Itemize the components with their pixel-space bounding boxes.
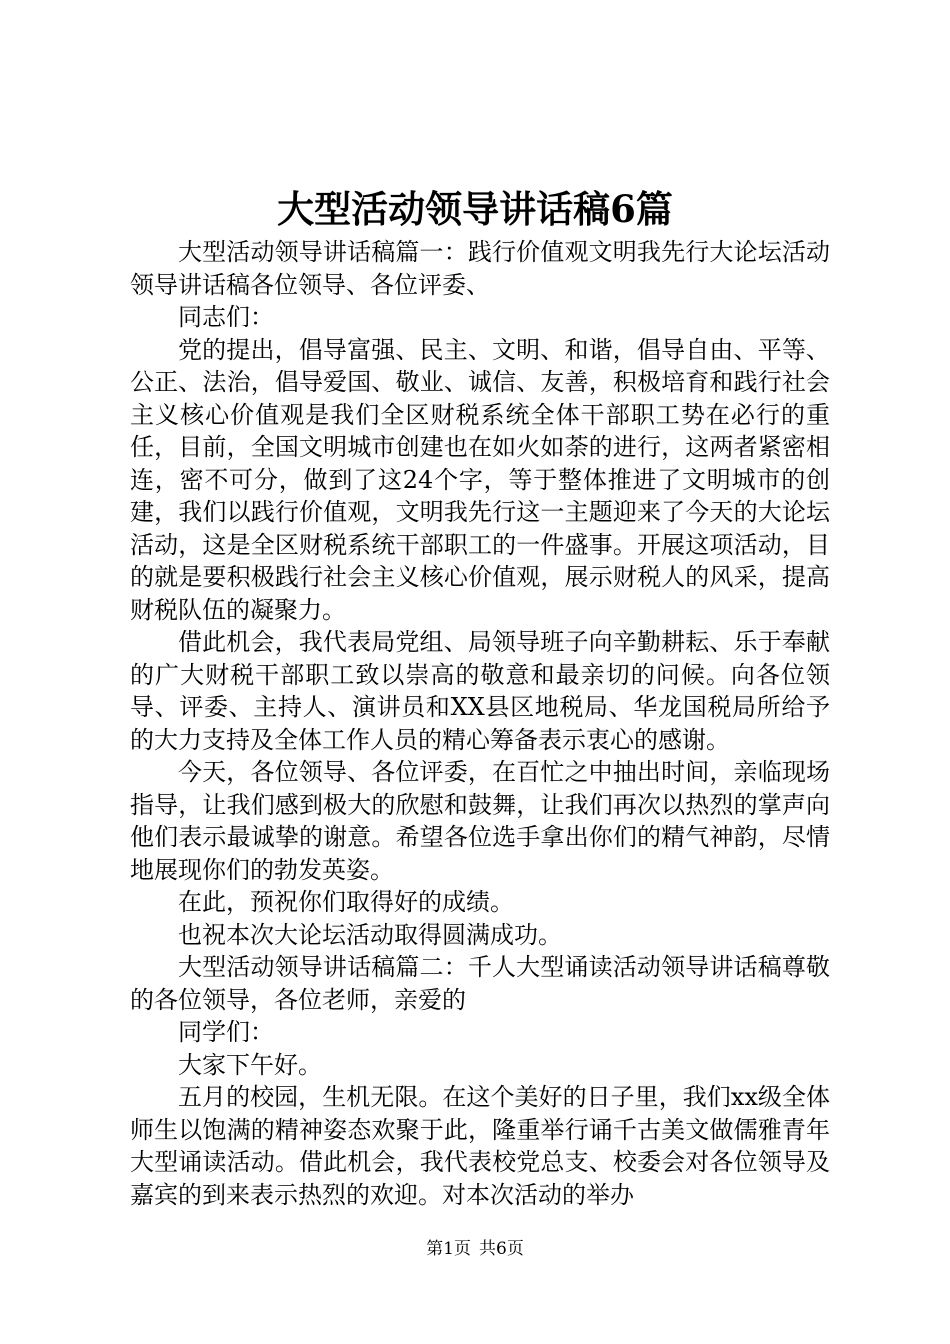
- paragraph: 同学们：: [178, 1018, 274, 1046]
- paragraph: 大型活动领导讲话稿篇二：千人大型诵读活动领导讲话稿尊敬的各位领导，各位老师，亲爱的: [130, 953, 830, 1014]
- page-footer: [0, 1237, 950, 1261]
- page-total: 共6页: [479, 1239, 524, 1259]
- paragraph: 借此机会，我代表局党组、局领导班子向辛勤耕耘、乐于奉献的广大财税干部职工致以崇高的敬意和最亲切的问候。向各位领导、评委、主持人、演讲员和XX县区地税局、华龙国税局所给予的大力支持及全体工作人员的精心筹备表示衷心的感谢。: [130, 628, 830, 754]
- document-title: 大型活动领导讲话稿6篇: [277, 187, 673, 231]
- paragraph: 大家下午好。: [178, 1050, 322, 1079]
- paragraph: 大型活动领导讲话稿篇一：践行价值观文明我先行大论坛活动领导讲话稿各位领导、各位评委、: [130, 238, 830, 299]
- paragraph: 党的提出，倡导富强、民主、文明、和谐，倡导自由、平等、公正、法治，倡导爱国、敬业、诚信、友善，积极培育和践行社会主义核心价值观是我们全区财税系统全体干部职工势在必行的重任，目前，全国文明城市创建也在如火如荼的进行，这两者紧密相连，密不可分，做到了这24个字，等于整体推进了文明城市的创建，我们以践行价值观，文明我先行这一主题迎来了今天的大论坛活动，这是全区财税系统干部职工的一件盛事。开展这项活动，目的就是要积极践行社会主义核心价值观，展示财税人的风采，提高财税队伍的凝聚力。: [130, 335, 830, 624]
- paragraph: 同志们：: [178, 303, 274, 331]
- document-body: [130, 236, 830, 1211]
- page-current: 第1页: [426, 1239, 471, 1259]
- paragraph: 在此，预祝你们取得好的成绩。: [178, 888, 514, 916]
- paragraph: 五月的校园，生机无限。在这个美好的日子里，我们xx级全体师生以饱满的精神姿态欢聚于此，隆重举行诵千古美文做儒雅青年大型诵读活动。借此机会，我代表校党总支、校委会对各位领导及嘉宾的到来表示热烈的欢迎。对本次活动的举办: [130, 1083, 830, 1209]
- paragraph: 今天，各位领导、各位评委，在百忙之中抽出时间，亲临现场指导，让我们感到极大的欣慰和鼓舞，让我们再次以热烈的掌声向他们表示最诚挚的谢意。希望各位选手拿出你们的精气神韵，尽情地展现你们的勃发英姿。: [130, 758, 830, 884]
- paragraph: 也祝本次大论坛活动取得圆满成功。: [178, 920, 562, 949]
